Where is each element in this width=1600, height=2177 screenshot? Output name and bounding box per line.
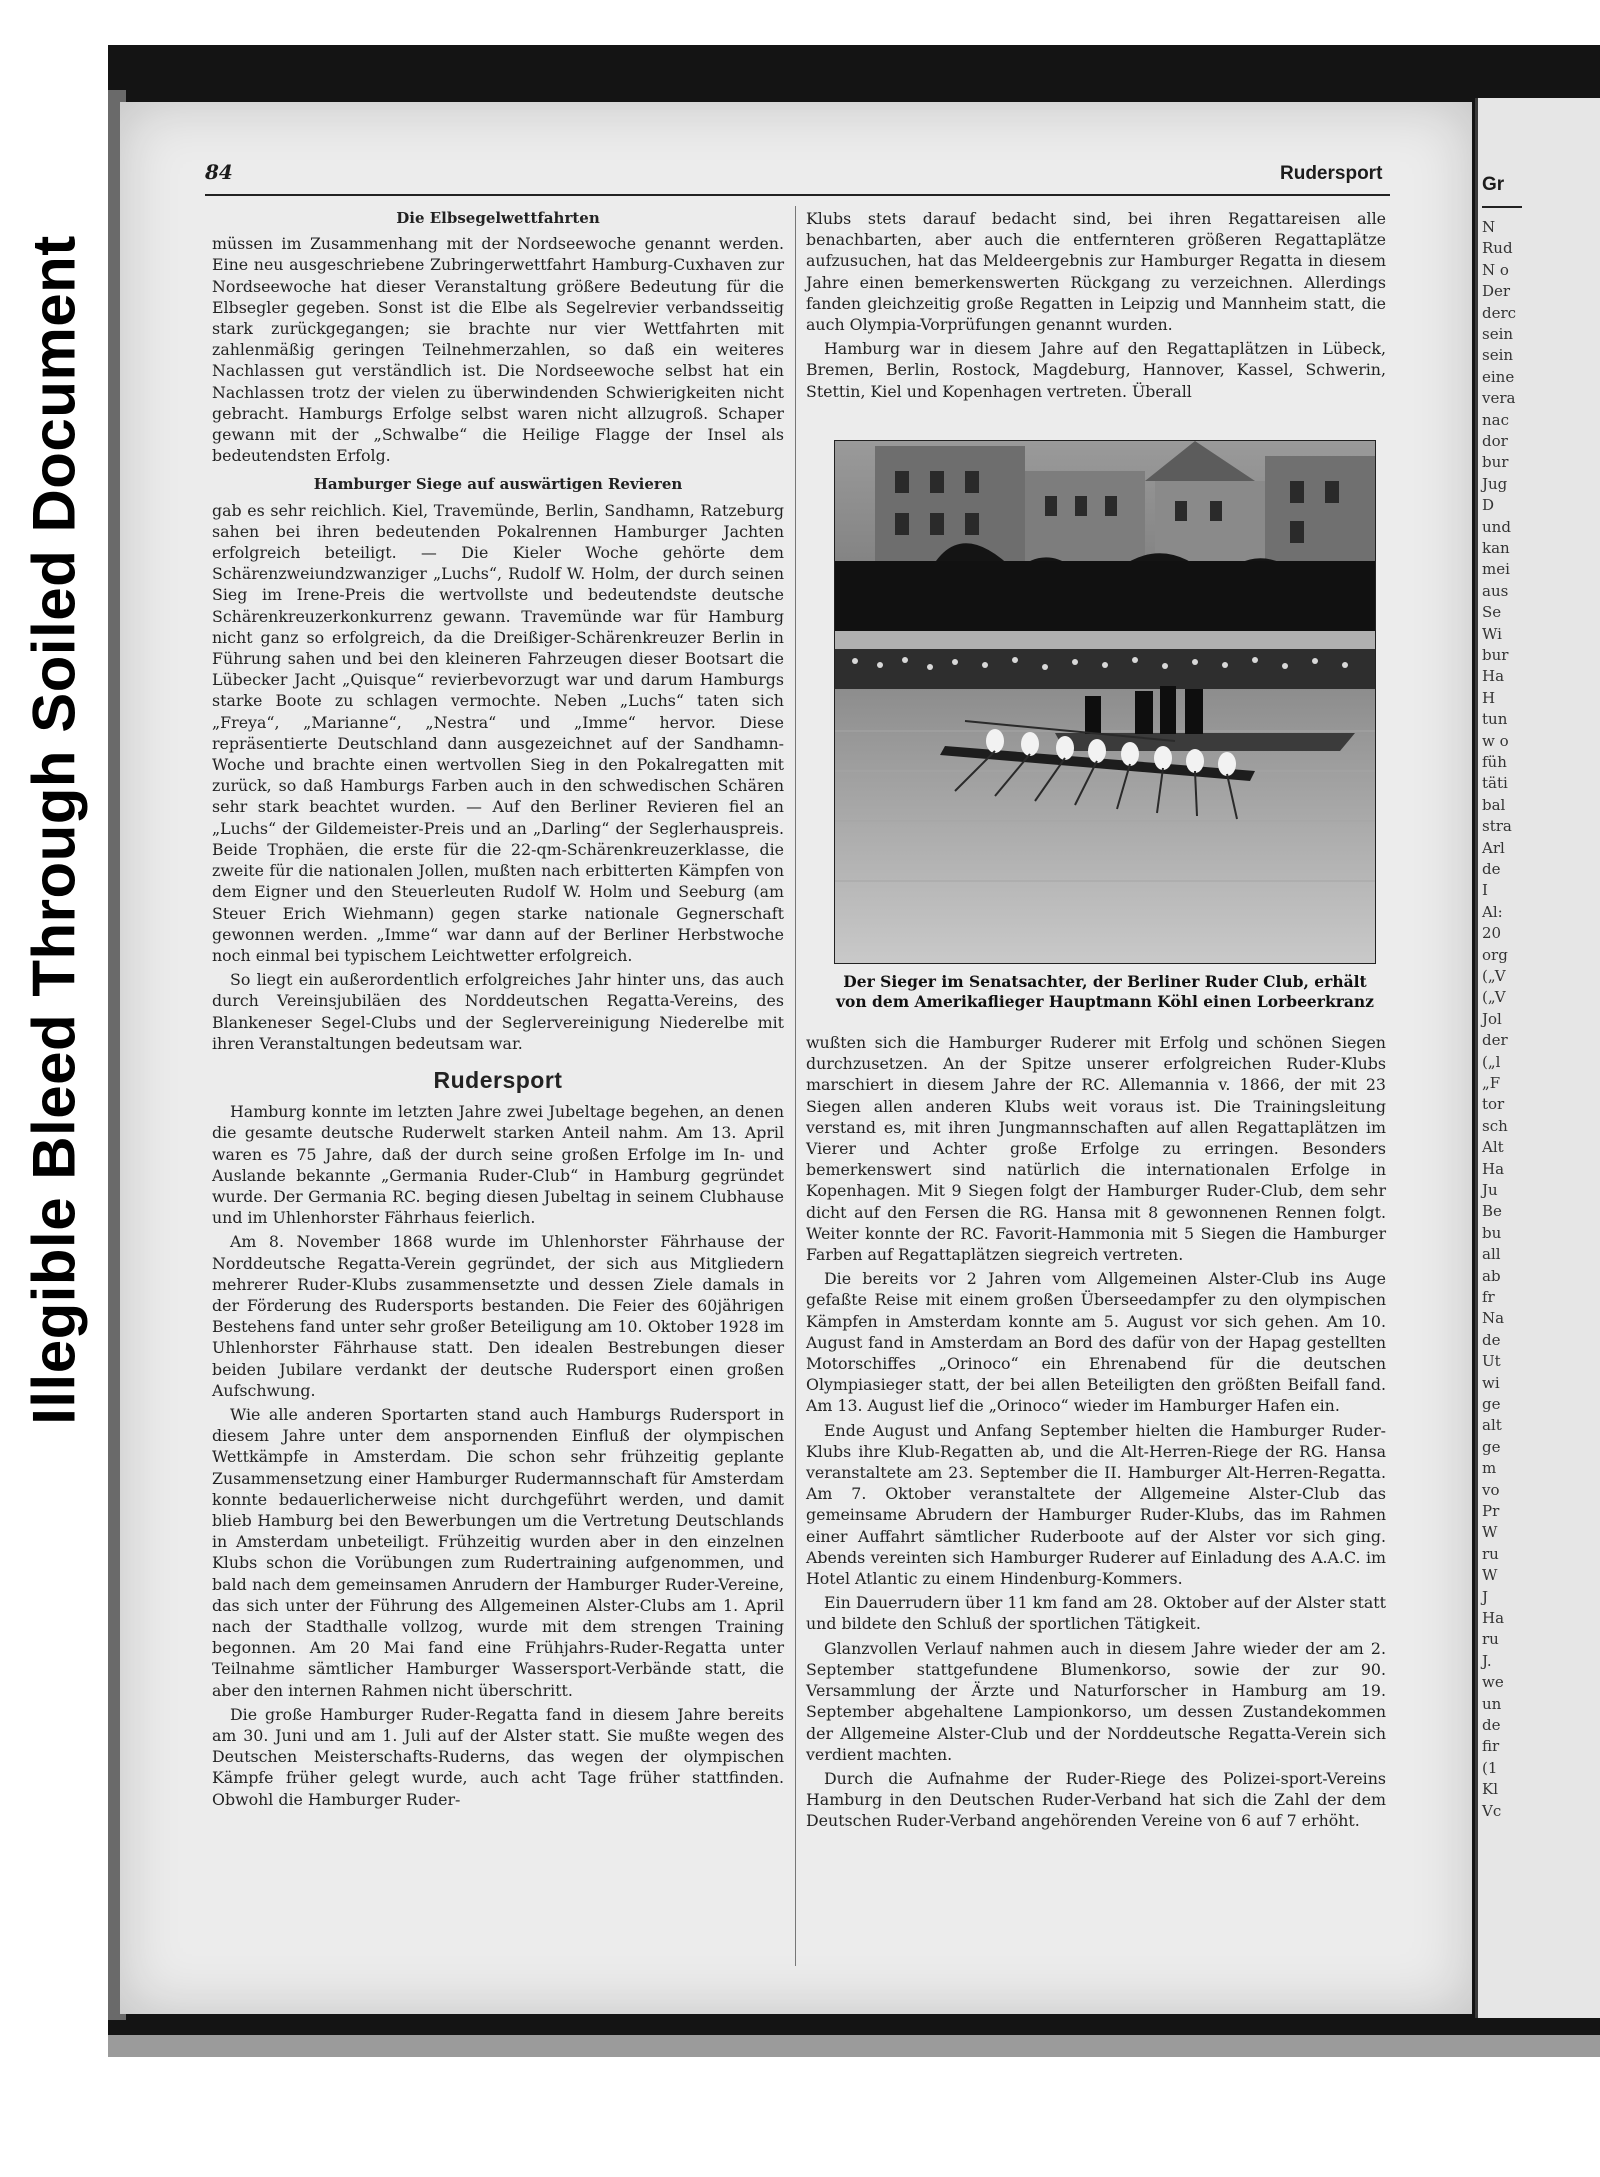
- next-page-fragment: bur: [1482, 453, 1509, 472]
- scan-bottom-margin: [108, 2057, 1600, 2177]
- next-page-fragment: Ju: [1482, 1181, 1498, 1199]
- paragraph: So liegt ein außerordentlich erfolgreiches Jahr hinter uns, das auch durch Vereinsjubiläen des Norddeutschen Regatta-Vereins, des Blankeneser Segel-Clubs und der Seglervereinigung Niederelbe mit ihren Veranstaltungen bedeutsam war.: [212, 970, 784, 1053]
- next-page-fragment: de: [1482, 1716, 1501, 1734]
- next-page-fragment: mei: [1482, 560, 1510, 579]
- next-page-fragment: m: [1482, 1459, 1497, 1478]
- left-column: [212, 208, 784, 1813]
- next-page-fragment: Ha: [1482, 667, 1505, 686]
- next-page-fragment: („l: [1482, 1052, 1501, 1071]
- next-page-fragment: all: [1482, 1245, 1501, 1264]
- next-page-fragment: („V: [1482, 967, 1506, 985]
- subheading-elbsegel: Die Elbsegelwettfahrten: [396, 209, 600, 227]
- next-page-fragment: derc: [1482, 303, 1517, 322]
- next-page-fragment: ru: [1482, 1544, 1499, 1563]
- next-page-fragment: N o: [1482, 260, 1509, 279]
- next-page-rule: [1482, 206, 1522, 208]
- next-page-fragment: Rud: [1482, 239, 1513, 258]
- next-page-fragment: vo: [1482, 1480, 1500, 1499]
- stamp-strip: [0, 0, 108, 1480]
- next-page-fragment: sein: [1482, 346, 1514, 365]
- regatta-photo: [834, 440, 1376, 964]
- paragraph: Hamburg konnte im letzten Jahre zwei Jubeltage begehen, an denen die gesamte deutsche Ruderwelt starken Anteil nahm. Am 13. April waren es 75 Jahre, daß der durch seine großen Erfolge im In- und Auslande bekannte „Germania Ruder-Club“ in Hamburg gegründet wurde. Der Germania RC. beging diesen Jubeltag in seinem Clubhause und im Uhlenhorster Fährhaus feierlich.: [212, 1102, 784, 1228]
- next-page-fragment: täti: [1482, 774, 1508, 793]
- paragraph: Die bereits vor 2 Jahren vom Allgemeinen Alster-Club ins Auge gefaßte Reise mit einem großen Überseedampfer zu den olympischen Kämpfen in Amsterdam konnte am 5. August vor sich gehen. Am 10. August fand in Amsterdam an Bord des dafür von der Hapag gestellten Motorschiffes „Orinoco“ ein Ehrenabend für die deutschen Olympiasieger statt, der bei allen Beteiligten den größten Beifall fand. Am 13. August lief die „Orinoco“ wieder im Hamburger Hafen ein.: [806, 1269, 1386, 1416]
- next-page-fragment: N: [1482, 218, 1496, 236]
- next-page-fragment: D: [1482, 496, 1495, 515]
- next-page-fragment: der: [1482, 1031, 1508, 1050]
- next-page-fragment: H: [1482, 688, 1496, 707]
- next-page-fragment: Se: [1482, 603, 1502, 622]
- next-page-fragment: J.: [1482, 1651, 1492, 1670]
- paragraph: gab es sehr reichlich. Kiel, Travemünde, Berlin, Sandhamn, Ratzeburg sahen bei ihren bedeutenden Pokalrennen Hamburger Jachten erfolgreich beteiligt. — Die Kieler Woche gehörte dem Schärenzweiundzwanziger „Luchs“, Rudolf W. Holm, der durch seinen Sieg im Irene-Preis die wertvollste und bedeutendste deutsche Schärenkreuzerkonkurrenz gewann. Travemünde war für Hamburg nicht ganz so erfolgreich, da die Dreißiger-Schärenkreuzer Berlin in Führung sahen und bei den kleineren Fahrzeugen dieser Bootsart die Lübecker Jacht „Quisque“ revierbevorzugt war und darum Hamburgs starke Boote zu schlagen vermochte. Neben „Luchs“ taten sich „Freya“, „Marianne“, „Nestra“ und „Imme“ hervor. Diese repräsentierte Deutschland dann ausgezeichnet auf der Sandhamn-Woche und brachte einen wertvollen Sieg in den Pokalregatten mit zurück, so daß Hamburgs Farben auch in den schwedischen Schären sehr stark beachtet wurden. — Auf den Berliner Revieren fiel an „Luchs“ der Gildemeister-Preis und an „Darling“ der Seglerhauspreis. Beide Trophäen, die erste für die 22-qm-Schärenkreuzerklasse, die zweite für die nationalen Jollen, mußten nach erbitterten Kämpfen von dem Eigner und den Steuerleuten Rudolf W. Holm und Seeburg (am Steuer Erich Wiehmann) gegen starke nationale Gegnerschaft gewonnen werden. „Imme“ war dann auf der Berliner Herbstwoche noch einmal bei typischem Leichtwetter erfolgreich.: [212, 500, 784, 965]
- next-page-fragment: fir: [1482, 1737, 1500, 1756]
- paragraph: Durch die Aufnahme der Ruder-Riege des Polizei-sport-Vereins Hamburg in den Deutschen Ruder-Verband hat sich die Zahl der dem Deutschen Ruder-Verband angehörenden Vereine von 6 auf 7 erhöht.: [806, 1768, 1386, 1831]
- page-number: 84: [205, 160, 233, 184]
- next-page-fragment: Wi: [1482, 624, 1502, 643]
- next-page-fragment: tun: [1482, 710, 1508, 729]
- next-page-fragment: ge: [1482, 1437, 1501, 1456]
- next-page-fragment: Ha: [1482, 1609, 1505, 1627]
- next-page-fragment: tor: [1482, 1095, 1505, 1114]
- right-column-bottom: [806, 1032, 1386, 1835]
- next-page-fragment: dor: [1482, 432, 1508, 450]
- next-page-fragment: alt: [1482, 1416, 1502, 1435]
- next-page-fragment: (1: [1482, 1758, 1498, 1777]
- next-page-fragment: I: [1482, 881, 1488, 900]
- next-page-fragment: bur: [1482, 646, 1509, 664]
- next-page-fragment: Vc: [1482, 1801, 1502, 1820]
- next-page-fragment: wi: [1482, 1373, 1500, 1392]
- next-page-fragment: Pr: [1482, 1502, 1500, 1520]
- next-page-fragment: stra: [1482, 817, 1512, 836]
- next-page-fragment: „F: [1482, 1074, 1501, 1092]
- next-page-fragment: Al:: [1482, 902, 1503, 921]
- next-page-fragment: bu: [1482, 1223, 1502, 1242]
- next-page-fragment: Be: [1482, 1202, 1502, 1221]
- next-page-fragment: W: [1482, 1523, 1498, 1542]
- paragraph: Ende August und Anfang September hielten die Hamburger Ruder-Klubs ihre Klub-Regatten ab, und die Alt-Herren-Riege der RG. Hansa veranstaltete am 23. September die II. Hamburger Alt-Herren-Regatta. Am 7. Oktober veranstaltete der Allgemeine Alster-Club das gemeinsame Abrudern der Hamburger Ruder-Klubs, das im Rahmen einer Auffahrt sämtlicher Ruderboote auf der Alster vor sich ging. Abends vereinten sich Hamburger Ruderer auf Einladung des A.A.C. im Hotel Atlantic zu einem Hindenburg-Kommers.: [806, 1420, 1386, 1589]
- next-page-fragment: Alt: [1482, 1138, 1504, 1157]
- paragraph: Ein Dauerrudern über 11 km fand am 28. Oktober auf der Alster statt und bildete den Schluß der sportlichen Tätigkeit.: [806, 1593, 1386, 1634]
- paragraph: Am 8. November 1868 wurde im Uhlenhorster Fährhause der Norddeutsche Regatta-Verein gegründet, der sich aus Mitgliedern mehrerer Ruder-Klubs zusammensetzte und dessen Ziele damals in der Förderung des Rudersports bestanden. Die Feier des 60jährigen Bestehens fand unter sehr großer Beteiligung am 10. Oktober 1928 im Uhlenhorster Fährhause statt. Den idealen Bestrebungen dieser beiden Jubilare verdankt der deutsche Rudersport einen großen Aufschwung.: [212, 1232, 784, 1400]
- next-page-fragment: de: [1482, 1330, 1501, 1349]
- condition-stamp: Illegible Bleed Through Soiled Document: [20, 235, 88, 1425]
- photo-caption: Der Sieger im Senatsachter, der Berliner Ruder Club, erhält von dem Amerikaflieger Hauptmann Köhl einen Lorbeerkranz: [836, 972, 1374, 1011]
- next-page-fragment: bal: [1482, 795, 1506, 814]
- paragraph: Wie alle anderen Sportarten stand auch Hamburgs Rudersport in diesem Jahre unter dem anspornenden Einfluß der olympischen Wettkämpfe in Amsterdam. Die schon sehr frühzeitig geplante Zusammensetzung einer Hamburger Rudermannschaft für Amsterdam konnte bedauerlicherweise nicht durchgeführt werden, und damit blieb Hamburg bei den Bewerbungen um die Vertretung Deutschlands in Amsterdam unbeteiligt. Frühzeitig wurden aber in den einzelnen Klubs schon die Vorübungen zum Rudertraining aufgenommen, und bald nach dem gemeinsamen Anrudern der Hamburger Ruder-Vereine, das sich unter der Führung des Allgemeinen Alster-Clubs am 1. April nach der Stadthalle vollzog, wurde mit dem strengen Training begonnen. Am 20 Mai fand eine Frühjahrs-Ruder-Regatta unter Teilnahme sämtlicher Hamburger Wassersport-Verbände statt, die aber den internen Rahmen nicht überschritt.: [212, 1404, 784, 1700]
- next-page-fragment: Der: [1482, 282, 1511, 301]
- next-page-fragment: Ha: [1482, 1159, 1505, 1178]
- next-page-fragment: kan: [1482, 539, 1510, 557]
- next-page-fragment: Jug: [1482, 474, 1508, 493]
- next-page-fragment: un: [1482, 1694, 1502, 1713]
- scan-bottom-band: [108, 2035, 1600, 2057]
- paragraph: wußten sich die Hamburger Ruderer mit Erfolg und schönen Siegen durchzusetzen. An der Spitze unserer erfolgreichen Ruder-Klubs marschiert in diesem Jahre der RC. Allemannia v. 1866, der mit 23 Siegen allen anderen Klubs weit voraus ist. Die Trainingsleitung verstand es, mit ihren Jungmannschaften auf allen Regattaplätzen im Vierer und Achter große Erfolge zu erringen. Besonders bemerkenswert sind natürlich die internationalen Erfolge in Kopenhagen. Mit 9 Siegen folgt der Hamburger Ruder-Club, dem sehr dicht auf den Fersen die RG. Hansa mit 8 gewonnenen Rennen folgt. Weiter konnte der RC. Favorit-Hammonia mit 5 Siegen die Hamburger Farben auf Regattaplätzen siegreich vertreten.: [806, 1033, 1386, 1265]
- next-page-fragment: J: [1482, 1587, 1489, 1606]
- column-rule: [795, 206, 796, 1966]
- paragraph: Glanzvollen Verlauf nahmen auch in diesem Jahre wieder der am 2. September stattgefundene Blumenkorso, sowie der zur 90. Versammlung der Ärzte und Naturforscher in Hamburg am 19. September abgehaltene Lampionkorso, um dessen Zustandekommen der Allgemeine Alster-Club und der Norddeutsche Regatta-Verein sich verdient machten.: [806, 1638, 1386, 1764]
- next-page-fragment: und: [1482, 517, 1511, 536]
- next-page-fragment: org: [1482, 945, 1508, 964]
- next-page-fragment: Na: [1482, 1309, 1505, 1328]
- next-page-fragment: („V: [1482, 988, 1506, 1007]
- right-column-top: [806, 208, 1386, 405]
- next-page-fragment: Ut: [1482, 1352, 1501, 1371]
- next-page-fragment: de: [1482, 860, 1501, 878]
- paragraph: müssen im Zusammenhang mit der Nordseewoche genannt werden. Eine neu ausgeschriebene Zubringerwettfahrt Hamburg-Cuxhaven zur Nordseewoche hat dieser Veranstaltung größere Bedeutung für die Elbsegler gegeben. Sonst ist die Elbe als Segelrevier verbandsseitig stark zurückgegangen; sie brachte nur vier Wettfahrten mit zahlenmäßig geringen Teilnehmerzahlen, so daß ein weiteres Nachlassen gut verständlich ist. Die Nordseewoche selbst hat ein Nachlassen trotz der vielen zu überwindenden Schwierigkeiten nicht gebracht. Hamburgs Erfolge selbst waren nicht allzugroß. Schaper gewann mit der „Schwalbe“ die Heilige Flagge der Insel als bedeutendsten Erfolg.: [212, 234, 784, 466]
- section-title-rudersport: Rudersport: [433, 1066, 563, 1093]
- running-title: Rudersport: [1280, 163, 1383, 184]
- next-page-fragment: ab: [1482, 1266, 1501, 1285]
- next-page-fragment: aus: [1482, 581, 1509, 600]
- paragraph: Die große Hamburger Ruder-Regatta fand in diesem Jahre bereits am 30. Juni und am 1. Juli auf der Alster statt. Sie mußte wegen des Deutschen Meisterschafts-Ruderns, das wegen der olympischen Kämpfe früher gelegt wurde, auch acht Tage früher stattfinden. Obwohl die Hamburger Ruder-: [212, 1704, 784, 1809]
- next-page-fragment: ge: [1482, 1395, 1501, 1413]
- header-rule: [205, 194, 1390, 196]
- next-page-heading: Gr: [1482, 174, 1505, 195]
- next-page-edge: [1475, 98, 1600, 2018]
- next-page-fragment: Jol: [1482, 1009, 1502, 1028]
- next-page-fragment: w o: [1482, 731, 1509, 750]
- next-page-fragment: ru: [1482, 1630, 1499, 1649]
- next-page-fragment: sein: [1482, 325, 1514, 343]
- next-page-fragment: fr: [1482, 1288, 1495, 1306]
- next-page-fragment: sch: [1482, 1116, 1508, 1135]
- next-page-fragment: füh: [1482, 753, 1507, 771]
- next-page-fragment: Arl: [1482, 838, 1505, 857]
- next-page-fragment: nac: [1482, 410, 1510, 429]
- paragraph: Hamburg war in diesem Jahre auf den Regattaplätzen in Lübeck, Bremen, Berlin, Rostock, Magdeburg, Hannover, Kassel, Schwerin, Stettin, Kiel und Kopenhagen vertreten. Überall: [806, 339, 1386, 401]
- next-page-fragment: vera: [1482, 389, 1516, 408]
- next-page-fragment: 20: [1482, 924, 1502, 943]
- paragraph: Klubs stets darauf bedacht sind, bei ihren Regattareisen alle benachbarten, aber auch die entfernteren größeren Regattaplätze aufzusuchen, hat das Meldeergebnis zur Hamburger Regatta in diesem Jahre einen bemerkenswerten Rückgang zu verzeichnen. Allerdings fanden gleichzeitig große Regatten in Leipzig und Mannheim statt, die auch Olympia-Vorprüfungen genannt wurden.: [806, 209, 1386, 335]
- next-page-fragment: W: [1482, 1566, 1498, 1585]
- subheading-hamburger-siege: Hamburger Siege auf auswärtigen Revieren: [313, 475, 683, 494]
- next-page-fragment: eine: [1482, 367, 1515, 386]
- next-page-fragment: we: [1482, 1673, 1504, 1692]
- rowing-scene-image: [835, 441, 1375, 963]
- next-page-fragment: Kl: [1482, 1780, 1499, 1799]
